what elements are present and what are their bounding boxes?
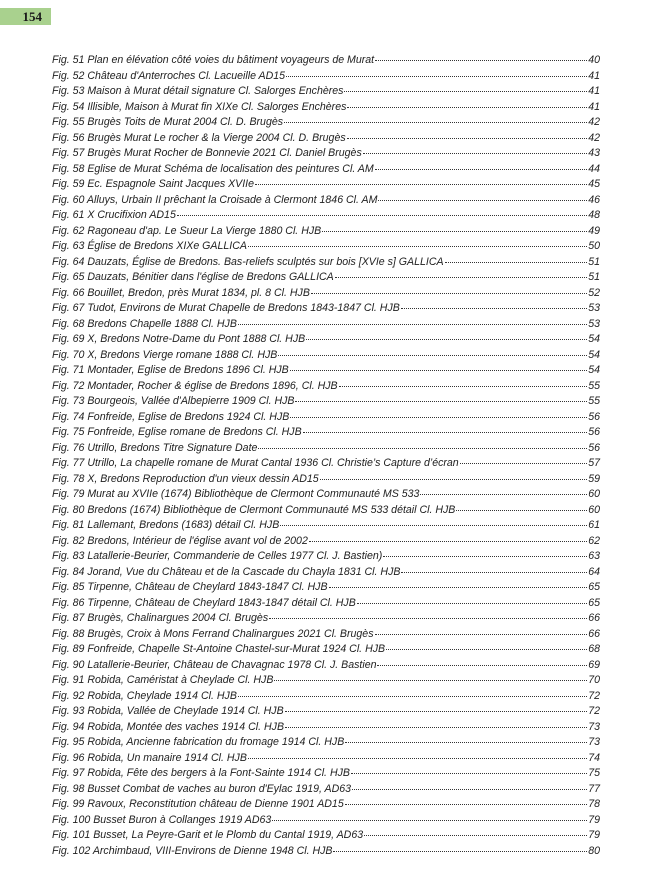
- toc-entry-label: Fig. 59 Ec. Espagnole Saint Jacques XVIIe: [52, 178, 254, 190]
- dot-leader: [375, 634, 588, 635]
- toc-entry-label: Fig. 56 Brugès Murat Le rocher & la Vierge 2004 Cl. D. Brugès: [52, 131, 346, 144]
- toc-entry[interactable]: [52, 456, 600, 472]
- toc-entry[interactable]: [52, 689, 600, 705]
- toc-entry[interactable]: [52, 425, 600, 441]
- toc-entry-page: 75: [588, 767, 600, 779]
- toc-entry-page: 51: [588, 255, 600, 268]
- dot-leader: [286, 76, 587, 77]
- dot-leader: [445, 262, 588, 263]
- dot-leader: [345, 742, 587, 743]
- dot-leader: [306, 339, 587, 340]
- toc-entry[interactable]: [52, 565, 600, 581]
- toc-entry[interactable]: [52, 286, 600, 302]
- dot-leader: [401, 572, 587, 573]
- toc-entry-label: Fig. 73 Bourgeois, Vallée d'Albepierre 1909 Cl. HJB: [52, 395, 295, 407]
- dot-leader: [284, 122, 587, 123]
- dot-leader: [375, 60, 587, 61]
- toc-entry-label: Fig. 71 Montader, Eglise de Bredons 1896 Cl. HJB: [52, 364, 289, 376]
- toc-entry-label: Fig. 85 Tirpenne, Château de Cheylard 1843-1847 Cl. HJB: [52, 581, 328, 593]
- dot-leader: [272, 820, 587, 821]
- toc-entry-label: Fig. 81 Lallemant, Bredons (1683) détail Cl. HJB: [52, 519, 280, 531]
- toc-entry-label: Fig. 100 Busset Buron à Collanges 1919 AD63: [52, 813, 272, 826]
- toc-entry-page: 78: [588, 798, 600, 810]
- dot-leader: [345, 804, 587, 805]
- dot-leader: [344, 91, 587, 92]
- toc-entry-label: Fig. 99 Ravoux, Reconstitution château de Dienne 1901 AD15: [52, 798, 344, 810]
- toc-entry-label: Fig. 67 Tudot, Environs de Murat Chapelle de Bredons 1843-1847 Cl. HJB: [52, 302, 400, 314]
- toc-entry-label: Fig. 87 Brugès, Chalinargues 2004 Cl. Brugès: [52, 612, 269, 624]
- toc-entry-page: 42: [588, 131, 600, 144]
- dot-leader: [335, 277, 587, 278]
- toc-entry-label: Fig. 74 Fonfreide, Eglise de Bredons 1924 Cl. HJB: [52, 410, 290, 423]
- dot-leader: [364, 835, 587, 836]
- toc-entry[interactable]: [52, 549, 600, 565]
- toc-entry-page: 41: [588, 69, 600, 82]
- toc-entry[interactable]: [52, 596, 600, 612]
- toc-entry-page: 57: [588, 457, 600, 469]
- toc-entry-label: Fig. 90 Latallerie-Beurier, Château de Chavagnac 1978 Cl. J. Bastien: [52, 658, 377, 671]
- toc-entry-page: 55: [588, 379, 600, 392]
- toc-entry-label: Fig. 70 X, Bredons Vierge romane 1888 Cl. HJB: [52, 348, 278, 361]
- toc-entry-page: 72: [588, 689, 600, 702]
- toc-entry-page: 66: [588, 627, 600, 640]
- dot-leader: [377, 665, 587, 666]
- dot-leader: [351, 773, 587, 774]
- toc-entry[interactable]: [52, 766, 600, 782]
- toc-entry-page: 56: [588, 441, 600, 454]
- toc-entry-label: Fig. 92 Robida, Cheylade 1914 Cl. HJB: [52, 689, 237, 702]
- toc-entry[interactable]: [52, 441, 600, 457]
- toc-entry-page: 65: [588, 596, 600, 609]
- toc-entry[interactable]: [52, 720, 600, 736]
- toc-entry-label: Fig. 83 Latallerie-Beurier, Commanderie de Celles 1977 Cl. J. Bastien): [52, 550, 383, 562]
- dot-leader: [278, 355, 587, 356]
- toc-entry[interactable]: [52, 270, 600, 286]
- dot-leader: [460, 463, 588, 464]
- toc-entry-page: 53: [588, 302, 600, 314]
- toc-entry[interactable]: [52, 518, 600, 534]
- toc-entry[interactable]: [52, 534, 600, 550]
- toc-entry-label: Fig. 52 Château d'Anterroches Cl. Lacueille AD15: [52, 69, 286, 82]
- toc-entry-page: 54: [588, 348, 600, 361]
- toc-entry-label: Fig. 64 Dauzats, Église de Bredons. Bas-reliefs sculptés sur bois [XVIe s] GALLICA: [52, 255, 444, 268]
- toc-entry-label: Fig. 76 Utrillo, Bredons Titre Signature Date: [52, 441, 258, 454]
- toc-entry[interactable]: [52, 177, 600, 193]
- toc-entry[interactable]: [52, 410, 600, 426]
- toc-entry-page: 70: [588, 674, 600, 686]
- toc-entry[interactable]: [52, 487, 600, 503]
- toc-entry[interactable]: [52, 394, 600, 410]
- toc-entry-label: Fig. 72 Montader, Rocher & église de Bredons 1896, Cl. HJB: [52, 379, 338, 392]
- toc-entry-page: 41: [588, 100, 600, 113]
- dot-leader: [248, 758, 587, 759]
- toc-entry[interactable]: [52, 146, 600, 162]
- toc-entry-label: Fig. 96 Robida, Un manaire 1914 Cl. HJB: [52, 751, 247, 764]
- toc-entry-page: 53: [588, 317, 600, 330]
- toc-entry[interactable]: [52, 69, 600, 85]
- toc-entry[interactable]: [52, 115, 600, 131]
- toc-entry[interactable]: [52, 580, 600, 596]
- toc-entry-page: 65: [588, 581, 600, 593]
- toc-entry-label: Fig. 66 Bouillet, Bredon, près Murat 1834, pl. 8 Cl. HJB: [52, 286, 310, 299]
- toc-entry-page: 43: [588, 147, 600, 159]
- dot-leader: [295, 401, 587, 402]
- dot-leader: [248, 246, 587, 247]
- toc-entry-label: Fig. 65 Dauzats, Bénitier dans l'église de Bredons GALLICA: [52, 271, 334, 283]
- toc-entry-page: 55: [588, 395, 600, 407]
- dot-leader: [339, 386, 588, 387]
- toc-entry-label: Fig. 98 Busset Combat de vaches au buron d'Eylac 1919, AD63: [52, 782, 352, 795]
- toc-entry[interactable]: [52, 53, 600, 69]
- toc-entry[interactable]: [52, 813, 600, 829]
- dot-leader: [456, 510, 587, 511]
- toc-entry-page: 49: [588, 224, 600, 237]
- toc-entry-label: Fig. 69 X, Bredons Notre-Dame du Pont 1888 Cl. HJB: [52, 333, 306, 345]
- dot-leader: [322, 231, 587, 232]
- page-number-badge: 154: [0, 8, 51, 25]
- toc-entry[interactable]: [52, 611, 600, 627]
- toc-entry-label: Fig. 78 X, Bredons Reproduction d'un vieux dessin AD15: [52, 472, 319, 485]
- toc-entry[interactable]: [52, 828, 600, 844]
- toc-entry-label: Fig. 102 Archimbaud, VIII-Environs de Dienne 1948 Cl. HJB: [52, 844, 333, 857]
- toc-entry-label: Fig. 53 Maison à Murat détail signature Cl. Salorges Enchères: [52, 85, 344, 97]
- toc-entry-page: 44: [588, 162, 600, 175]
- dot-leader: [401, 308, 587, 309]
- dot-leader: [274, 680, 587, 681]
- toc-entry-label: Fig. 89 Fonfreide, Chapelle St-Antoine Chastel-sur-Murat 1924 Cl. HJB: [52, 643, 386, 655]
- toc-entry-page: 79: [588, 829, 600, 841]
- toc-entry-page: 59: [588, 472, 600, 485]
- dot-leader: [378, 200, 587, 201]
- dot-leader: [383, 556, 587, 557]
- dot-leader: [357, 603, 587, 604]
- toc-entry-label: Fig. 82 Bredons, Intérieur de l'église avant vol de 2002: [52, 534, 308, 547]
- toc-entry-page: 77: [588, 782, 600, 795]
- toc-entry-label: Fig. 93 Robida, Vallée de Cheylade 1914 Cl. HJB: [52, 705, 284, 717]
- toc-entry-page: 72: [588, 705, 600, 717]
- toc-entry-page: 68: [588, 643, 600, 655]
- toc-entry-page: 66: [588, 612, 600, 624]
- toc-entry[interactable]: [52, 782, 600, 798]
- toc-entry-label: Fig. 79 Murat au XVIIe (1674) Bibliothèque de Clermont Communauté MS 533: [52, 488, 420, 500]
- toc-entry[interactable]: [52, 317, 600, 333]
- toc-entry-page: 42: [588, 116, 600, 128]
- toc-entry-label: Fig. 94 Robida, Montée des vaches 1914 Cl. HJB: [52, 720, 285, 733]
- dot-leader: [280, 525, 587, 526]
- toc-entry-label: Fig. 97 Robida, Fête des bergers à la Font-Sainte 1914 Cl. HJB: [52, 767, 350, 779]
- dot-leader: [333, 851, 587, 852]
- toc-entry-page: 56: [588, 426, 600, 438]
- toc-entry[interactable]: [52, 379, 600, 395]
- dot-leader: [386, 649, 587, 650]
- toc-entry-page: 64: [588, 565, 600, 578]
- toc-entry[interactable]: [52, 193, 600, 209]
- toc-entry-page: 54: [588, 364, 600, 376]
- dot-leader: [177, 215, 587, 216]
- toc-entry-page: 46: [588, 193, 600, 206]
- toc-entry-label: Fig. 101 Busset, La Peyre-Garit et le Plomb du Cantal 1919, AD63: [52, 829, 364, 841]
- toc-entry-page: 63: [588, 550, 600, 562]
- dot-leader: [375, 169, 588, 170]
- dot-leader: [352, 789, 587, 790]
- toc-entry-page: 79: [588, 813, 600, 826]
- dot-leader: [285, 711, 588, 712]
- dot-leader: [320, 479, 588, 480]
- toc-entry-label: Fig. 95 Robida, Ancienne fabrication du fromage 1914 Cl. HJB: [52, 736, 345, 748]
- toc-entry[interactable]: [52, 503, 600, 519]
- toc-entry-label: Fig. 91 Robida, Caméristat à Cheylade Cl. HJB: [52, 674, 274, 686]
- dot-leader: [290, 417, 587, 418]
- toc-entry[interactable]: [52, 797, 600, 813]
- toc-entry-page: 60: [588, 488, 600, 500]
- toc-entry[interactable]: [52, 348, 600, 364]
- toc-entry-page: 50: [588, 240, 600, 252]
- toc-entry-label: Fig. 68 Bredons Chapelle 1888 Cl. HJB: [52, 317, 237, 330]
- dot-leader: [303, 432, 588, 433]
- dot-leader: [347, 107, 587, 108]
- toc-entry-page: 74: [588, 751, 600, 764]
- toc-entry-label: Fig. 86 Tirpenne, Château de Cheylard 1843-1847 détail Cl. HJB: [52, 596, 356, 609]
- toc-entry-label: Fig. 62 Ragoneau d'ap. Le Sueur La Vierge 1880 Cl. HJB: [52, 224, 322, 237]
- dot-leader: [238, 324, 587, 325]
- toc-entry-label: Fig. 58 Eglise de Murat Schéma de localisation des peintures Cl. AM: [52, 162, 374, 175]
- toc-entry-label: Fig. 80 Bredons (1674) Bibliothèque de Clermont Communauté MS 533 détail Cl. HJB: [52, 503, 456, 516]
- toc-entry[interactable]: [52, 100, 600, 116]
- toc-entry-label: Fig. 51 Plan en élévation côté voies du bâtiment voyageurs de Murat: [52, 54, 375, 66]
- toc-entry-page: 52: [588, 286, 600, 299]
- dot-leader: [329, 587, 588, 588]
- toc-entry-label: Fig. 75 Fonfreide, Eglise romane de Bredons Cl. HJB: [52, 426, 302, 438]
- toc-entry[interactable]: [52, 224, 600, 240]
- dot-leader: [420, 494, 587, 495]
- toc-entry[interactable]: [52, 255, 600, 271]
- toc-entry[interactable]: [52, 239, 600, 255]
- toc-entry[interactable]: [52, 472, 600, 488]
- toc-entry-label: Fig. 57 Brugès Murat Rocher de Bonnevie 2021 Cl. Daniel Brugès: [52, 147, 362, 159]
- toc-entry-page: 62: [588, 534, 600, 547]
- table-of-figures: [52, 53, 600, 859]
- toc-entry[interactable]: [52, 208, 600, 224]
- dot-leader: [238, 696, 587, 697]
- toc-entry[interactable]: [52, 673, 600, 689]
- toc-entry-page: 51: [588, 271, 600, 283]
- dot-leader: [255, 184, 587, 185]
- toc-entry[interactable]: [52, 642, 600, 658]
- dot-leader: [347, 138, 588, 139]
- toc-entry[interactable]: [52, 627, 600, 643]
- toc-entry-label: Fig. 77 Utrillo, La chapelle romane de Murat Cantal 1936 Cl. Christie’s Capture d’écran: [52, 457, 459, 469]
- toc-entry-page: 48: [588, 209, 600, 221]
- toc-entry[interactable]: [52, 301, 600, 317]
- dot-leader: [311, 293, 587, 294]
- dot-leader: [363, 153, 587, 154]
- toc-entry-page: 41: [588, 85, 600, 97]
- dot-leader: [290, 370, 587, 371]
- toc-entry[interactable]: [52, 131, 600, 147]
- toc-entry-label: Fig. 63 Église de Bredons XIXe GALLICA: [52, 240, 247, 252]
- toc-entry-page: 54: [588, 333, 600, 345]
- toc-entry-page: 45: [588, 178, 600, 190]
- toc-entry-page: 80: [588, 844, 600, 857]
- toc-entry[interactable]: [52, 658, 600, 674]
- toc-entry-page: 40: [588, 54, 600, 66]
- toc-entry-page: 60: [588, 503, 600, 516]
- toc-entry[interactable]: [52, 751, 600, 767]
- toc-entry-page: 56: [588, 410, 600, 423]
- dot-leader: [269, 618, 587, 619]
- toc-entry-label: Fig. 84 Jorand, Vue du Château et de la Cascade du Chayla 1831 Cl. HJB: [52, 565, 401, 578]
- toc-entry[interactable]: [52, 332, 600, 348]
- dot-leader: [285, 727, 587, 728]
- toc-entry[interactable]: [52, 844, 600, 860]
- toc-entry[interactable]: [52, 162, 600, 178]
- toc-entry-page: 61: [588, 519, 600, 531]
- toc-entry[interactable]: [52, 84, 600, 100]
- toc-entry[interactable]: [52, 363, 600, 379]
- toc-entry-label: Fig. 54 Illisible, Maison à Murat fin XIXe Cl. Salorges Enchères: [52, 100, 347, 113]
- toc-entry-page: 73: [588, 736, 600, 748]
- toc-entry-page: 69: [588, 658, 600, 671]
- dot-leader: [309, 541, 587, 542]
- toc-entry[interactable]: [52, 735, 600, 751]
- toc-entry[interactable]: [52, 704, 600, 720]
- dot-leader: [258, 448, 587, 449]
- toc-entry-label: Fig. 88 Brugès, Croix à Mons Ferrand Chalinargues 2021 Cl. Brugès: [52, 627, 374, 640]
- toc-entry-page: 73: [588, 720, 600, 733]
- toc-entry-label: Fig. 55 Brugès Toits de Murat 2004 Cl. D. Brugès: [52, 116, 284, 128]
- toc-entry-label: Fig. 61 X Crucifixion AD15: [52, 209, 176, 221]
- toc-entry-label: Fig. 60 Alluys, Urbain II prêchant la Croisade à Clermont 1846 Cl. AM: [52, 193, 378, 206]
